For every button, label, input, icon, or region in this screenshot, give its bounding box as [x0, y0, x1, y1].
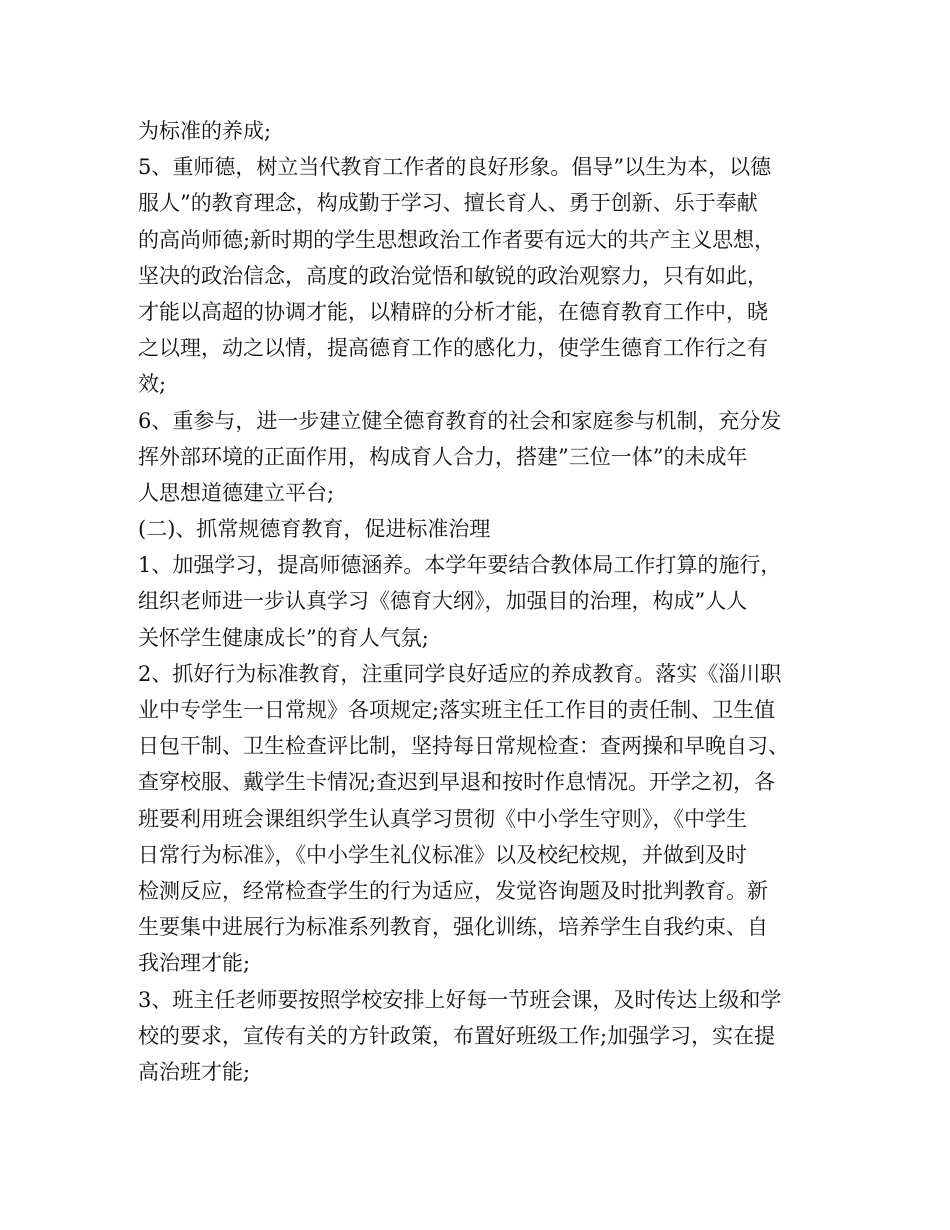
text-line: 的高尚师德;新时期的学生思想政治工作者要有远大的共产主义思想， — [138, 227, 776, 252]
text-line: 高治班才能; — [138, 1059, 251, 1084]
text-line: 6、重参与，进一步建立健全德育教育的社会和家庭参与机制，充分发 — [138, 408, 782, 433]
text-line: 坚决的政治信念，高度的政治觉悟和敏锐的政治观察力，只有如此， — [138, 263, 768, 288]
text-line: 查穿校服、戴学生卡情况;查迟到早退和按时作息情况。开学之初，各 — [138, 770, 776, 795]
text-line: 服人”的教育理念，构成勤于学习、擅长育人、勇于创新、乐于奉献 — [138, 191, 758, 216]
document-body — [138, 113, 828, 1090]
text-line: 检测反应，经常检查学生的行为适应，发觉咨询题及时批判教育。新 — [138, 878, 768, 903]
text-line: 日包干制、卫生检查评比制，坚持每日常规检查：查两操和早晚自习、 — [138, 734, 789, 759]
text-line: 效; — [138, 372, 167, 397]
text-line: 校的要求，宣传有关的方针政策，布置好班级工作;加强学习，实在提 — [138, 1023, 776, 1048]
text-line: 日常行为标准》，《中小学生礼仪标准》以及校纪校规，并做到及时 — [138, 842, 747, 867]
text-line: 我治理才能; — [138, 951, 251, 976]
text-line: 为标准的养成; — [138, 119, 272, 143]
text-line: 才能以高超的协调才能，以精辟的分析才能，在德育教育工作中，晓 — [138, 299, 768, 324]
text-line: 2、抓好行为标准教育，注重同学良好适应的养成教育。落实《淄川职 — [138, 661, 782, 686]
section-heading: (二)、抓常规德育教育，促进标准治理 — [138, 517, 491, 542]
text-line: 5、重师德，树立当代教育工作者的良好形象。倡导”以生为本，以德 — [138, 155, 772, 180]
text-line: 1、加强学习，提高师德涵养。本学年要结合教体局工作打算的施行， — [138, 553, 782, 578]
text-line: 生要集中进展行为标准系列教育，强化训练，培养学生自我约束、自 — [138, 915, 768, 940]
text-line: 关怀学生健康成长”的育人气氛; — [138, 625, 429, 650]
text-line: 之以理，动之以情，提高德育工作的感化力，使学生德育工作行之有 — [138, 336, 768, 361]
text-line: 班要利用班会课组织学生认真学习贯彻《中小学生守则》，《中学生 — [138, 806, 747, 831]
text-line: 组织老师进一步认真学习《德育大纲》，加强目的治理，构成”人人 — [138, 589, 748, 614]
text-line: 业中专学生一日常规》各项规定;落实班主任工作目的责任制、卫生值 — [138, 698, 776, 722]
text-line: 挥外部环境的正面作用，构成育人合力，搭建”三位一体”的未成年 — [138, 444, 748, 469]
text-line: 3、班主任老师要按照学校安排上好每一节班会课，及时传达上级和学 — [138, 987, 782, 1012]
text-line: 人思想道德建立平台; — [138, 480, 335, 505]
